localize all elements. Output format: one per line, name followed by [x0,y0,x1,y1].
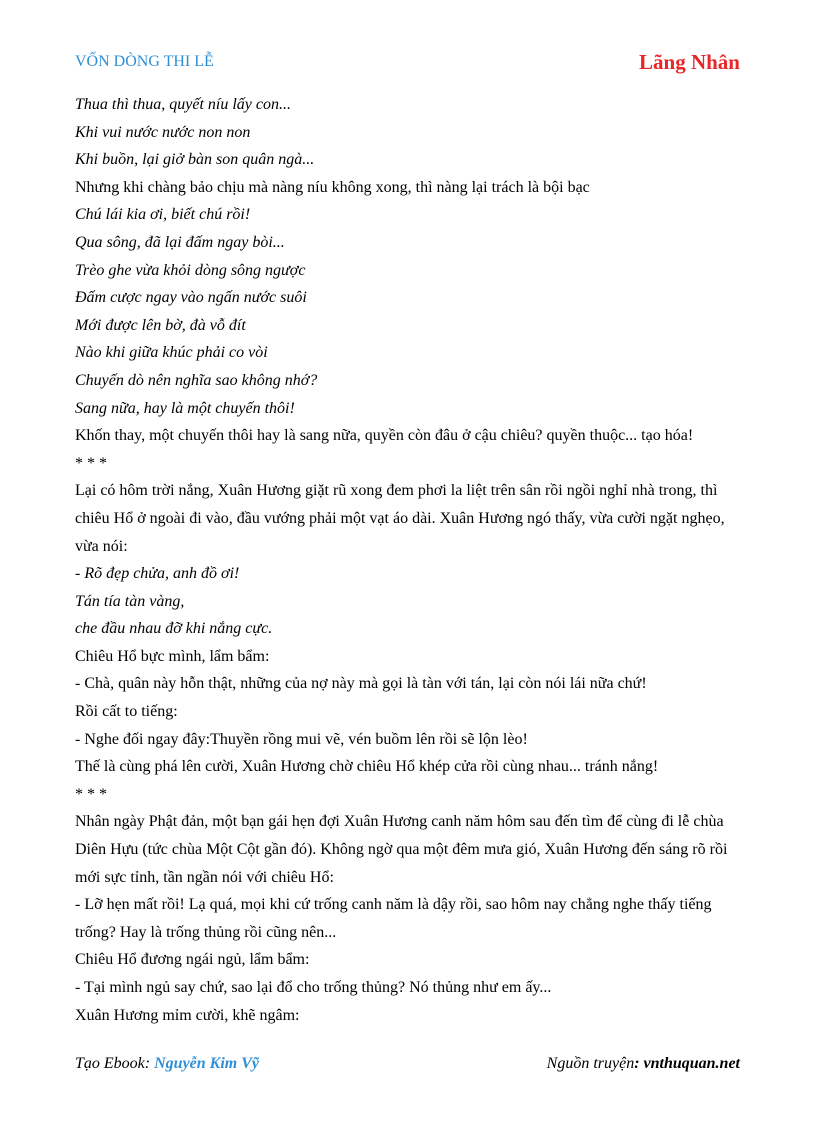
page-body [75,91,756,1029]
verse-line: Chú lái kia ơi, biết chú rồi! [75,206,251,224]
prose-paragraph: Lại có hôm trời nắng, Xuân Hương giặt rũ xong đem phơi la liệt trên sân rồi ngồi nghỉ nhà trong, thì chiêu Hổ ở ngoài đi vào, đầu vướng phải một vạt áo dài. Xuân Hương ngó thấy, vừa cười ngặt nghẹo, vừa nói: [75,482,725,555]
page-header [75,50,740,76]
verse-line: Tán tía tàn vàng, [75,592,185,610]
verse-line: Nào khi giữa khúc phải co vòi [75,344,268,362]
source-credit [547,1055,740,1073]
verse-line: Sang nữa, hay là một chuyến thôi! [75,399,295,417]
source-credit-label: Nguồn truyện [546,1055,635,1072]
prose-paragraph: Xuân Hương mỉm cười, khẽ ngâm: [75,1006,300,1024]
prose-paragraph: Thế là cùng phá lên cười, Xuân Hương chờ chiêu Hổ khép cửa rồi cùng nhau... tránh nắng! [75,758,659,776]
verse-line: che đầu nhau đỡ khi nắng cực. [75,620,273,638]
ebook-creator-name: Nguyễn Kim Vỹ [154,1055,259,1072]
ebook-credit-label: Tạo Ebook [75,1055,145,1072]
prose-paragraph: Chiêu Hổ bực mình, lẩm bẩm: [75,647,270,665]
prose-paragraph: Rồi cất to tiếng: [75,703,178,721]
book-title: VỐN DÒNG THI LỄ [75,53,214,70]
prose-paragraph: Nhân ngày Phật đản, một bạn gái hẹn đợi Xuân Hương canh năm hôm sau đến tìm để cùng đi lễ chùa Diên Hựu (tức chùa Một Cột gần đó). Không ngờ qua một đêm mưa gió, Xuân Hương đến sáng rõ rồi mới sực tỉnh, tần ngần nói với chiêu Hổ: [75,813,728,886]
verse-line: Chuyến dò nên nghĩa sao không nhớ? [75,371,318,389]
author-name: Lãng Nhân [639,50,740,74]
verse-line: Đấm cược ngay vào ngấn nước suôi [75,289,307,307]
prose-paragraph: Chiêu Hổ đương ngái ngủ, lẩm bẩm: [75,951,310,969]
source-site: vnthuquan.net [643,1055,740,1072]
section-separator: * * * [75,785,107,803]
dialogue-line: - Lỡ hẹn mất rồi! Lạ quá, mọi khi cứ trống canh năm là dậy rồi, sao hôm nay chẳng nghe thấy tiếng trống? Hay là trống thủng rồi cũng nên... [75,896,712,941]
verse-line: Khi buồn, lại giở bàn son quân ngà... [75,151,315,169]
prose-paragraph: Khốn thay, một chuyến thôi hay là sang nữa, quyền còn đâu ở cậu chiêu? quyền thuộc... tạo hóa! [75,427,694,445]
verse-line: Trèo ghe vừa khỏi dòng sông ngược [75,261,306,279]
dialogue-line: - Chà, quân này hỗn thật, những của nợ này mà gọi là tàn với tán, lại còn nói lái nữa chứ! [75,675,647,693]
verse-line: Mới được lên bờ, đà vỗ đít [75,316,246,334]
prose-paragraph: Nhưng khi chàng bảo chịu mà nàng níu không xong, thì nàng lại trách là bội bạc [75,178,590,196]
ebook-credit-separator: : [144,1055,155,1072]
dialogue-line: - Nghe đối ngay đây:Thuyền rồng mui vẽ, vén buồm lên rồi sẽ lộn lèo! [75,730,528,748]
verse-line: Khi vui nước nước non non [75,123,251,141]
source-credit-separator: : [634,1055,644,1072]
section-separator: * * * [75,454,107,472]
verse-line: Qua sông, đã lại đấm ngay bòi... [75,233,285,251]
dialogue-line: - Rõ đẹp chửa, anh đồ ơi! [75,565,240,583]
page-footer [75,1055,740,1077]
dialogue-line: - Tại mình ngủ say chứ, sao lại đổ cho trống thủng? Nó thủng như em ấy... [75,979,552,996]
verse-line: Thua thì thua, quyết níu lấy con... [75,96,291,113]
ebook-credit [75,1055,259,1073]
